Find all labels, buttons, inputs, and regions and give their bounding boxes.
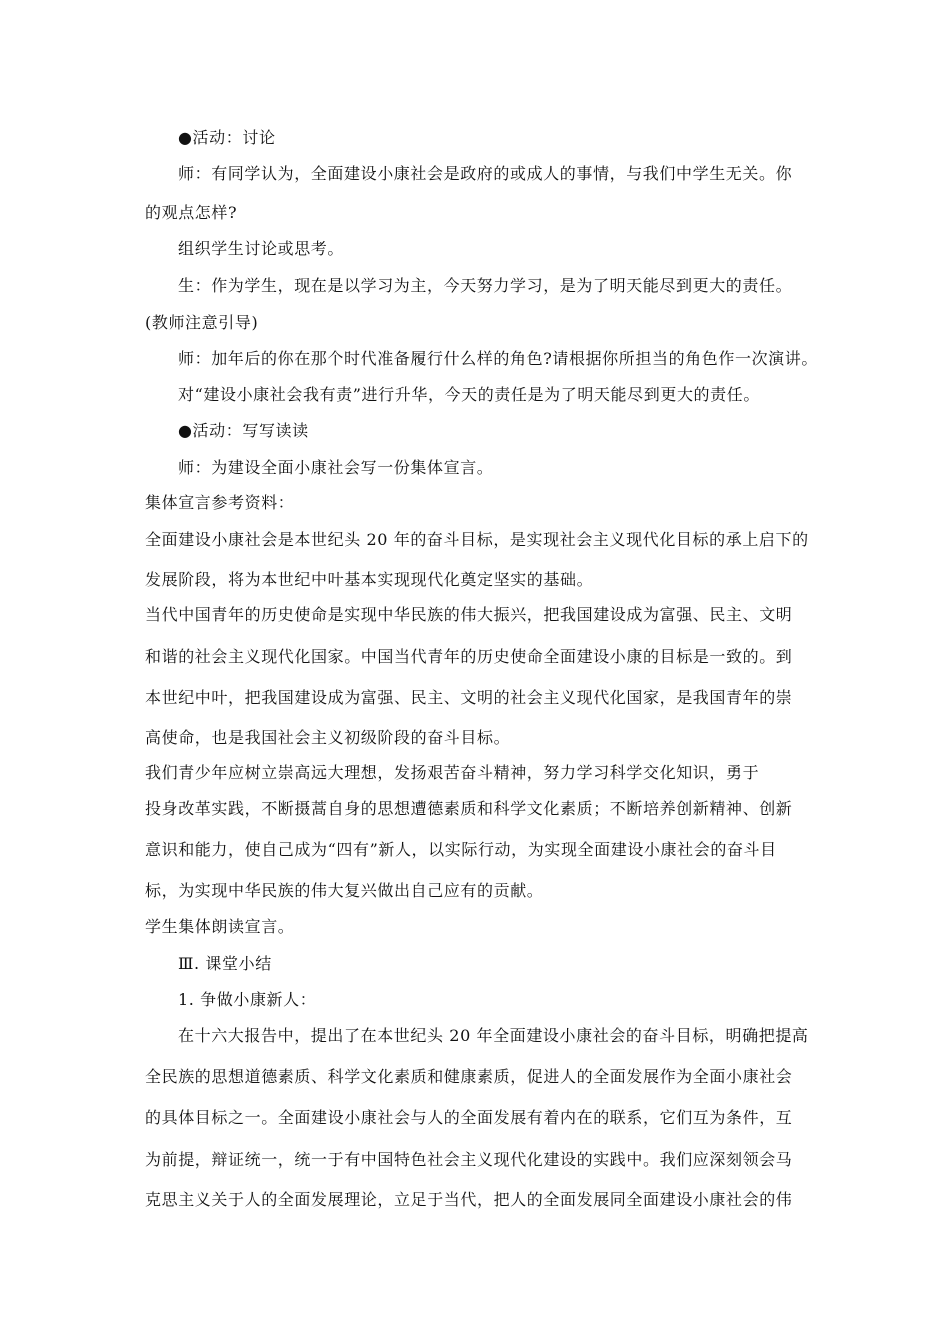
- paragraph-line: 投身改革实践，不断摄蒿自身的思想遭德素质和科学文化素质；不断培养创新精神、创新: [145, 799, 793, 818]
- paragraph-line: 生：作为学生，现在是以学习为主，今天努力学习，是为了明天能尽到更大的责任。: [178, 276, 793, 295]
- paragraph-line: 学生集体朗读宣言。: [145, 917, 295, 936]
- paragraph-line: 本世纪中叶，把我国建设成为富强、民主、文明的社会主义现代化国家，是我国青年的崇: [145, 688, 793, 707]
- paragraph-line: 的观点怎样?: [145, 203, 238, 222]
- paragraph-line: 师：为建设全面小康社会写一份集体宣言。: [178, 458, 494, 477]
- subsection-heading: 1. 争做小康新人：: [178, 990, 317, 1009]
- paragraph-line: 意识和能力，使自己成为“四有”新人，以实际行动，为实现全面建设小康社会的奋斗目: [145, 840, 777, 859]
- paragraph-line: 高使命，也是我国社会主义初级阶段的奋斗目标。: [145, 728, 511, 747]
- paragraph-line: 我们青少年应树立崇高远大理想，发扬艰苦奋斗精神，努力学习科学交化知识，勇于: [145, 763, 760, 782]
- activity-writing-heading: ●活动：写写读读: [178, 421, 309, 440]
- paragraph-line: 全民族的思想道德素质、科学文化素质和健康素质，促进人的全面发展作为全面小康社会: [145, 1067, 793, 1086]
- paragraph-line: (教师注意引导): [145, 313, 259, 332]
- paragraph-line: 在十六大报告中，提出了在本世纪头 20 年全面建设小康社会的奋斗目标，明确把提高: [178, 1026, 809, 1045]
- paragraph-line: 全面建设小康社会是本世纪头 20 年的奋斗目标，是实现社会主义现代化目标的承上启下的: [145, 530, 809, 549]
- paragraph-line: 和谐的社会主义现代化国家。中国当代青年的历史使命全面建设小康的目标是一致的。到: [145, 647, 793, 666]
- paragraph-line: 组织学生讨论或思考。: [178, 239, 345, 258]
- paragraph-line: 的具体目标之一。全面建设小康社会与人的全面发展有着内在的联系，它们互为条件，互: [145, 1108, 793, 1127]
- activity-discussion-heading: ●活动：讨论: [178, 128, 276, 147]
- paragraph-line: 师：加年后的你在那个时代准备履行什么样的角色?请根据你所担当的角色作一次演讲。: [178, 349, 818, 368]
- paragraph-line: 对“建设小康社会我有责”进行升华，今天的责任是为了明天能尽到更大的责任。: [178, 385, 760, 404]
- paragraph-line: 当代中国青年的历史使命是实现中华民族的伟大振兴，把我国建设成为富强、民主、文明: [145, 605, 793, 624]
- section-heading: Ⅲ. 课堂小结: [178, 954, 272, 973]
- reference-heading: 集体宣言参考资料：: [145, 493, 295, 512]
- paragraph-line: 发展阶段，将为本世纪中叶基本实现现代化奠定坚实的基础。: [145, 570, 594, 589]
- paragraph-line: 标，为实现中华民族的伟大复兴做出自己应有的贡献。: [145, 881, 544, 900]
- paragraph-line: 为前提，辩证统一，统一于有中国特色社会主义现代化建设的实践中。我们应深刻领会马: [145, 1150, 793, 1169]
- paragraph-line: 克思主义关于人的全面发展理论，立足于当代，把人的全面发展同全面建设小康社会的伟: [145, 1190, 793, 1209]
- paragraph-line: 师：有同学认为，全面建设小康社会是政府的或成人的事情，与我们中学生无关。你: [178, 164, 793, 183]
